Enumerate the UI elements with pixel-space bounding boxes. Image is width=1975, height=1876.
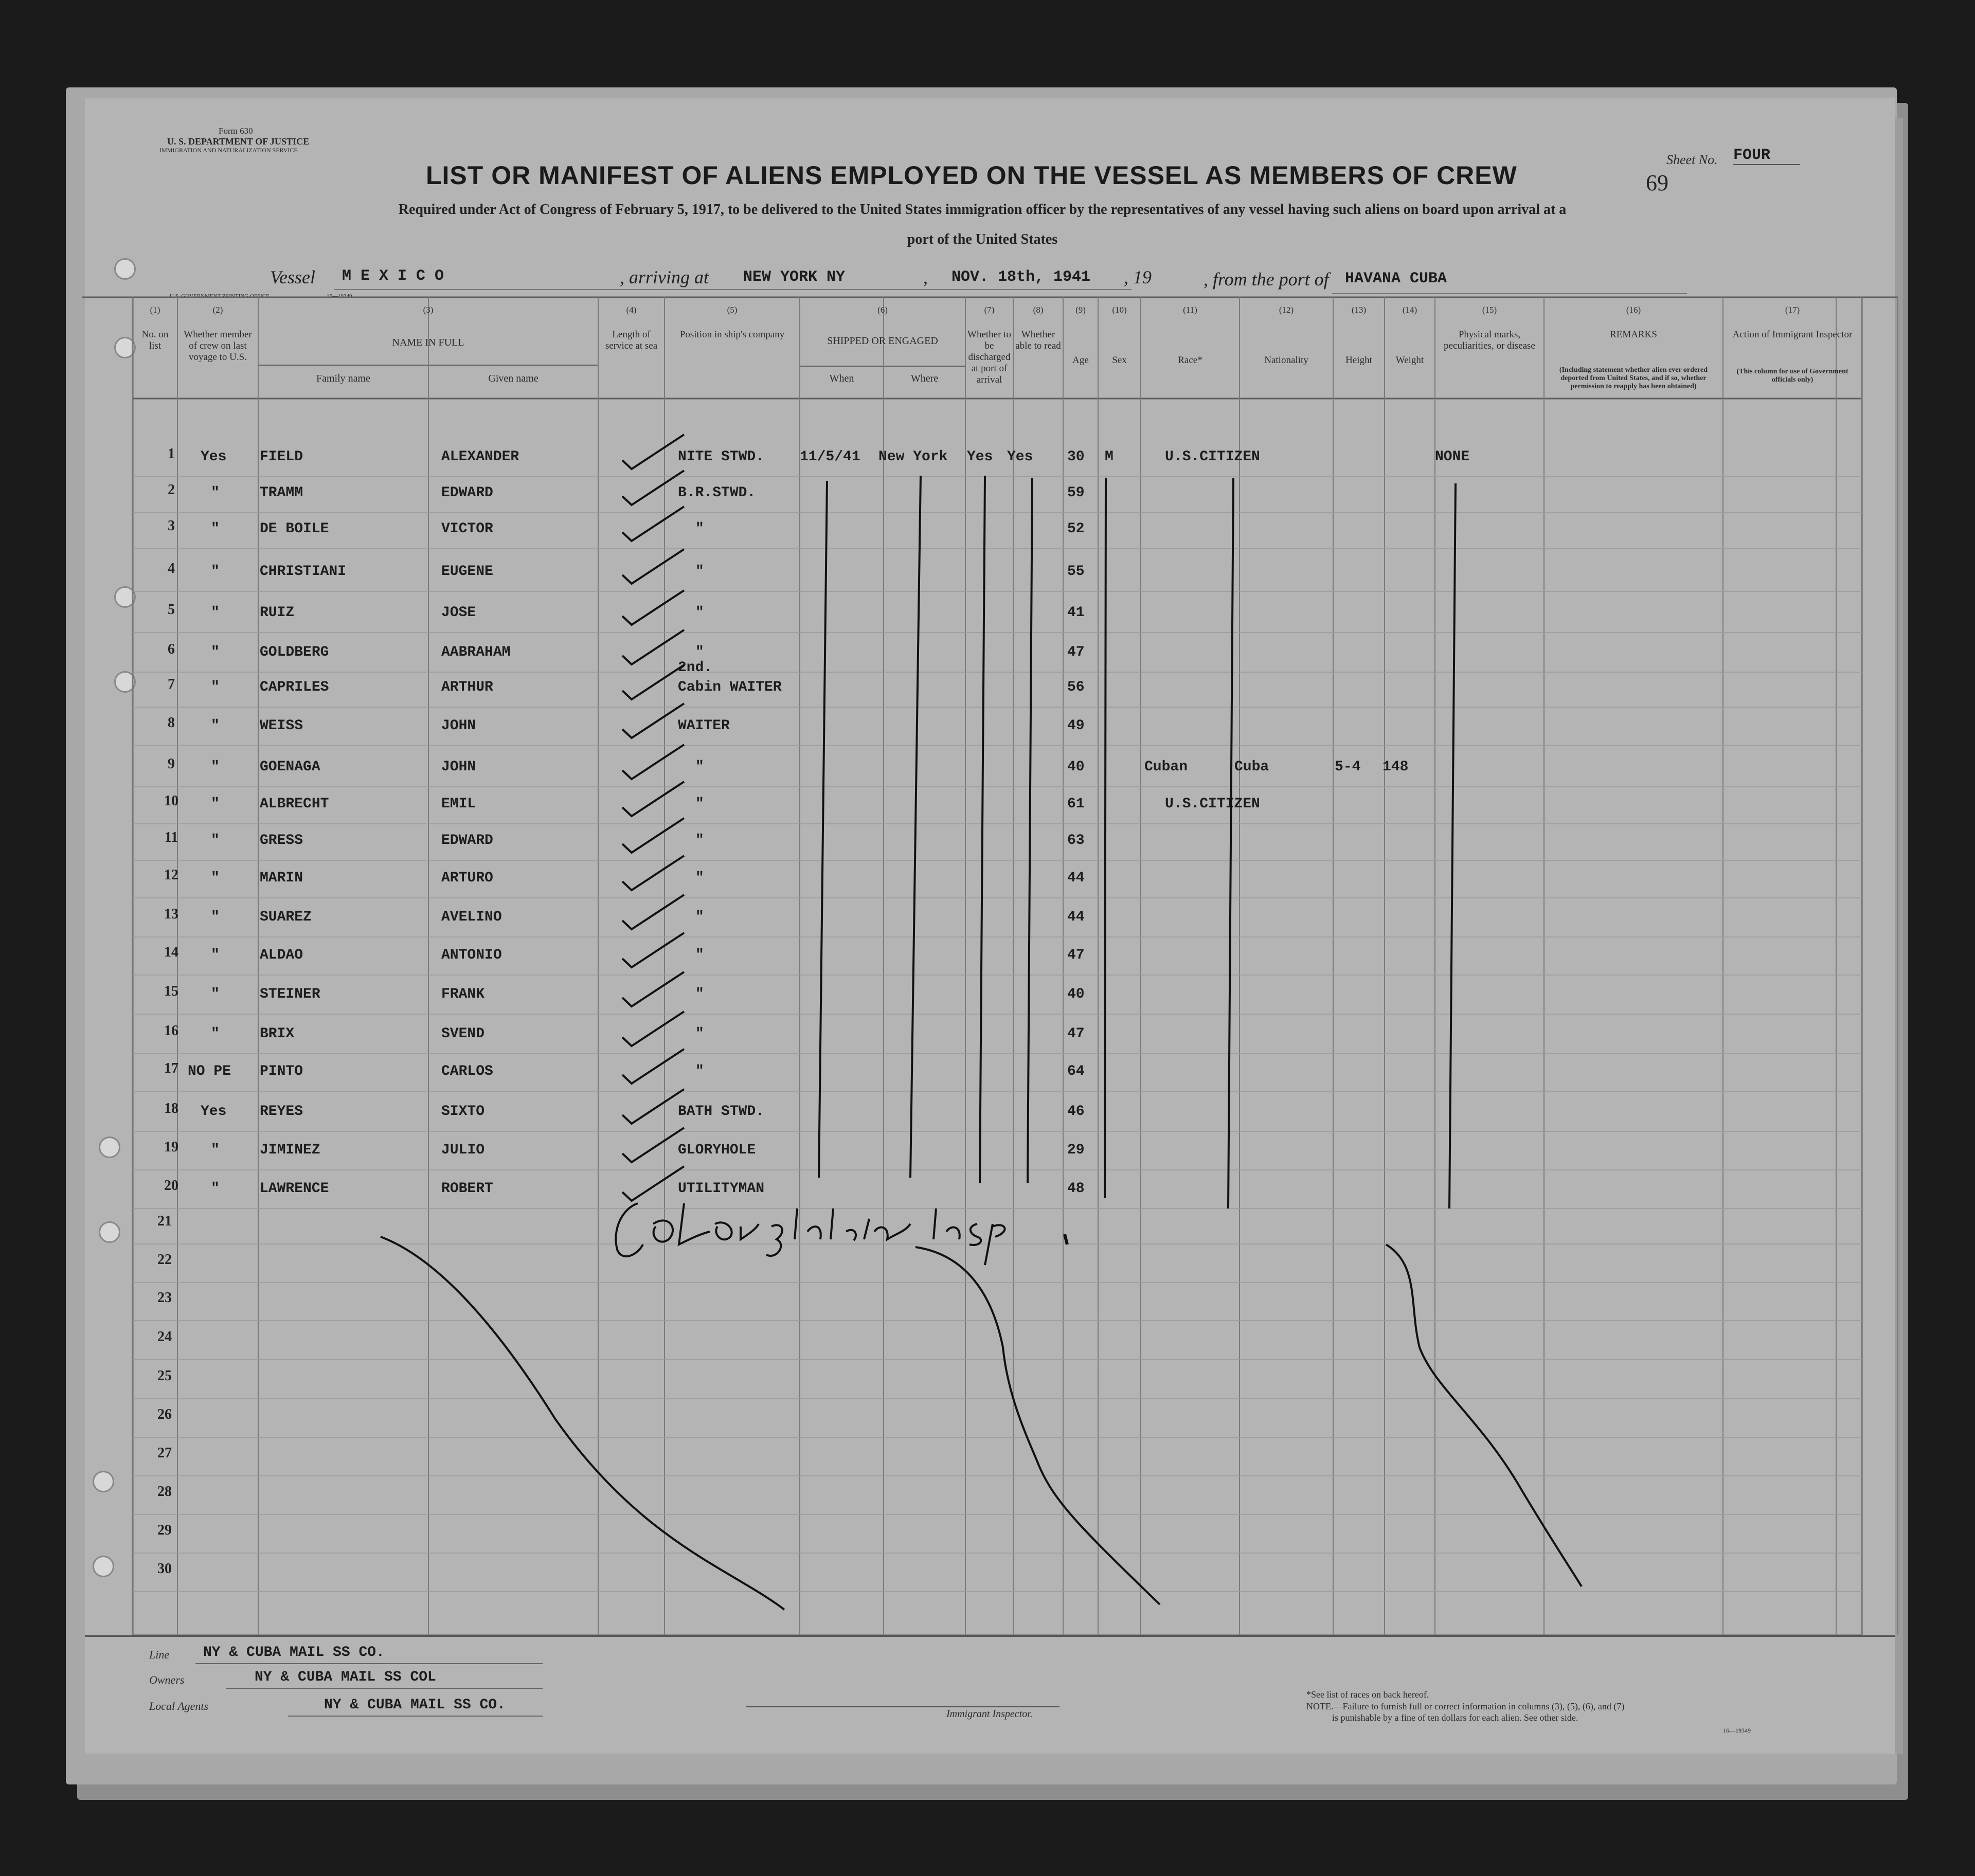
column-header-c14: Weight	[1395, 355, 1424, 366]
service-check-mark	[622, 818, 684, 853]
subtitle: Required under Act of Congress of February 5, 1917, to be delivered to the United States immigration officer by the representatives of any vessel having such aliens on board upon arrival at a	[398, 202, 1567, 218]
line-label: Line	[149, 1648, 170, 1661]
service-check-mark	[622, 856, 684, 890]
date-separator: ,	[923, 267, 928, 287]
crew-last-voyage: "	[211, 759, 220, 775]
column-header-c3: NAME IN FULL	[392, 337, 464, 348]
position: "	[695, 521, 704, 537]
row-number: 25	[157, 1368, 172, 1384]
crew-last-voyage: Yes	[201, 449, 227, 465]
crew-last-voyage: "	[211, 1142, 220, 1158]
given-name: AVELINO	[441, 909, 502, 925]
service-check-mark	[622, 704, 684, 738]
print-code: 16—19349	[327, 293, 352, 299]
position: "	[695, 796, 704, 812]
column-number: (13)	[1351, 305, 1367, 315]
form-title: LIST OR MANIFEST OF ALIENS EMPLOYED ON THE VESSEL AS MEMBERS OF CREW	[426, 161, 1517, 190]
family-name: STEINER	[260, 986, 320, 1002]
age: 30	[1067, 449, 1085, 465]
crew-last-voyage: "	[211, 521, 220, 537]
column-header-c6: SHIPPED OR ENGAGED	[827, 335, 938, 347]
family-name: GRESS	[260, 833, 303, 849]
position: "	[695, 759, 704, 775]
agents-value: NY & CUBA MAIL SS CO.	[324, 1697, 506, 1713]
row-number: 2	[168, 482, 175, 498]
row-number: 11	[164, 829, 178, 845]
family-name: ALBRECHT	[260, 796, 329, 812]
sheet-label: Sheet No.	[1666, 152, 1718, 167]
column-header-c11: Race*	[1178, 355, 1202, 366]
service-check-mark	[622, 895, 684, 929]
given-name: ROBERT	[441, 1181, 493, 1197]
given-name: FRANK	[441, 986, 485, 1002]
given-name: JULIO	[441, 1142, 485, 1158]
crew-last-voyage: NO PE	[188, 1063, 231, 1079]
service-check-mark	[622, 1128, 684, 1162]
row-number: 23	[157, 1290, 172, 1306]
arriving-label: , arriving at	[620, 267, 709, 287]
family-name: DE BOILE	[260, 521, 329, 537]
arriving-port: NEW YORK NY	[743, 268, 846, 286]
crew-last-voyage: "	[211, 833, 220, 849]
family-name: REYES	[260, 1104, 303, 1120]
row-number: 17	[164, 1060, 178, 1076]
age: 40	[1067, 986, 1085, 1002]
shipped-when: 11/5/41	[800, 449, 860, 465]
row-number: 7	[168, 676, 175, 692]
crew-last-voyage: "	[211, 644, 220, 660]
vessel-name: M E X I C O	[342, 267, 444, 285]
agents-rule	[288, 1716, 543, 1717]
age: 63	[1067, 833, 1085, 849]
column-number: (17)	[1785, 305, 1800, 315]
column-header-c1: No. on list	[141, 329, 169, 351]
column-number: (7)	[984, 305, 995, 315]
column-number: (15)	[1482, 305, 1497, 315]
crew-last-voyage: "	[211, 679, 220, 695]
column-number: (3)	[423, 305, 434, 315]
column-note-c16_note: (Including statement whether alien ever ordered deported from United States, and if so, whether permission to reapply has been obtained)	[1559, 366, 1708, 390]
row-number: 24	[157, 1329, 172, 1345]
owners-value: NY & CUBA MAIL SS COL	[255, 1669, 436, 1685]
row-number: 1	[168, 446, 175, 462]
age: 44	[1067, 909, 1085, 925]
crew-last-voyage: "	[211, 870, 220, 886]
position: GLORYHOLE	[678, 1142, 756, 1158]
subtitle-2: port of the United States	[907, 231, 1058, 247]
given-name: JOHN	[441, 718, 476, 734]
service-check-mark	[622, 972, 684, 1006]
given-name: JOSE	[441, 605, 476, 621]
given-name: ARTURO	[441, 870, 493, 886]
column-header-c3a: Family name	[316, 373, 370, 384]
age: 41	[1067, 605, 1085, 621]
nationality: U.S.CITIZEN	[1165, 796, 1260, 812]
given-name: ALEXANDER	[441, 449, 519, 465]
age: 29	[1067, 1142, 1085, 1158]
age: 47	[1067, 1026, 1085, 1042]
service-check-mark	[622, 933, 684, 967]
family-name: MARIN	[260, 870, 303, 886]
column-header-c3b: Given name	[488, 373, 538, 384]
column-number: (9)	[1075, 305, 1086, 315]
row-number: 26	[157, 1406, 172, 1422]
family-name: PINTO	[260, 1063, 303, 1079]
service-check-mark	[622, 549, 684, 584]
position: "	[695, 986, 704, 1002]
service-check-mark	[622, 745, 684, 779]
row-number: 29	[157, 1522, 172, 1538]
age: 52	[1067, 521, 1085, 537]
service-check-mark	[622, 1012, 684, 1046]
column-number: (12)	[1279, 305, 1294, 315]
cancel-strokes	[381, 1237, 1582, 1610]
column-number: (6)	[877, 305, 888, 315]
column-number: (5)	[727, 305, 738, 315]
sex: M	[1105, 449, 1114, 465]
age: 44	[1067, 870, 1085, 886]
column-number: (2)	[212, 305, 223, 315]
given-name: JOHN	[441, 759, 476, 775]
column-header-c7: Whether to be discharged at port of arrival	[967, 329, 1011, 385]
row-number: 21	[157, 1213, 172, 1229]
given-name: SIXTO	[441, 1104, 485, 1120]
crew-last-voyage: "	[211, 796, 220, 812]
row-number: 15	[164, 983, 178, 999]
height: 5-4	[1335, 759, 1361, 775]
column-note-c17_note: (This column for use of Government officials only)	[1736, 368, 1848, 384]
column-header-c13: Height	[1345, 355, 1372, 366]
ditto-lines	[819, 476, 1456, 1208]
position: Cabin WAITER	[678, 679, 782, 695]
physical-marks: NONE	[1435, 449, 1470, 465]
given-name: EDWARD	[441, 833, 493, 849]
inspector-signature	[616, 1203, 1004, 1265]
position-prefix: 2nd.	[678, 660, 713, 676]
crew-last-voyage: "	[211, 718, 220, 734]
column-header-c10: Sex	[1112, 355, 1127, 366]
row-number: 30	[157, 1561, 172, 1577]
family-name: FIELD	[260, 449, 303, 465]
discharged: Yes	[967, 449, 993, 465]
position: "	[695, 870, 704, 886]
column-number: (8)	[1033, 305, 1044, 315]
footer-code: 16—19349	[1723, 1727, 1751, 1734]
column-header-c6b: Where	[910, 373, 939, 384]
position: "	[695, 564, 704, 580]
column-header-c15: Physical marks, peculiarities, or disease	[1444, 329, 1535, 351]
column-number: (14)	[1402, 305, 1417, 315]
shipped-where: New York	[878, 449, 948, 465]
service-check-mark	[622, 1089, 684, 1124]
family-name: GOENAGA	[260, 759, 320, 775]
position: BATH STWD.	[678, 1104, 765, 1120]
column-header-c6a: When	[829, 373, 854, 384]
from-label: , from the port of	[1204, 269, 1329, 290]
column-header-c5: Position in ship's company	[679, 329, 785, 340]
arrival-date: NOV. 18th, 1941	[951, 268, 1091, 286]
age: 48	[1067, 1181, 1085, 1197]
position: WAITER	[678, 718, 730, 734]
service-check-mark	[622, 590, 684, 625]
service-check-mark	[622, 1049, 684, 1084]
crew-last-voyage: "	[211, 1181, 220, 1197]
family-name: LAWRENCE	[260, 1181, 329, 1197]
crew-last-voyage: "	[211, 485, 220, 501]
age: 46	[1067, 1104, 1085, 1120]
column-number: (10)	[1112, 305, 1127, 315]
given-name: ANTONIO	[441, 947, 502, 963]
able-to-read: Yes	[1007, 449, 1033, 465]
row-number: 18	[164, 1101, 178, 1116]
position: "	[695, 833, 704, 849]
penalty-note-2: is punishable by a fine of ten dollars for each alien. See other side.	[1332, 1712, 1578, 1723]
sheet-number: FOUR	[1733, 147, 1800, 165]
nationality: U.S.CITIZEN	[1165, 449, 1260, 465]
position: NITE STWD.	[678, 449, 765, 465]
owners-rule	[226, 1688, 543, 1689]
inspector-rule	[746, 1706, 1060, 1707]
vessel-label: Vessel	[270, 267, 315, 287]
service-check-mark	[622, 507, 684, 541]
row-number: 20	[164, 1178, 178, 1194]
row-number: 8	[168, 715, 175, 731]
service-check-mark	[622, 782, 684, 816]
row-number: 16	[164, 1023, 178, 1039]
age: 47	[1067, 644, 1085, 660]
service-check-mark	[622, 630, 684, 664]
column-number: (1)	[150, 305, 160, 315]
row-number: 5	[168, 602, 175, 618]
age: 55	[1067, 564, 1085, 580]
given-name: EMIL	[441, 796, 476, 812]
nationality: Cuba	[1234, 759, 1269, 775]
owners-label: Owners	[149, 1673, 185, 1686]
row-number: 28	[157, 1484, 172, 1500]
service-check-mark	[622, 435, 684, 469]
penalty-note: NOTE.—Failure to furnish full or correct information in columns (3), (5), (6), and (7)	[1306, 1701, 1625, 1711]
crew-last-voyage: Yes	[201, 1104, 227, 1120]
family-name: WEISS	[260, 718, 303, 734]
row-number: 4	[168, 561, 175, 576]
column-header-c17: Action of Immigrant Inspector	[1732, 329, 1853, 340]
from-port: HAVANA CUBA	[1345, 270, 1447, 287]
row-number: 22	[157, 1252, 172, 1268]
races-note: *See list of races on back hereof.	[1306, 1689, 1429, 1700]
family-name: ALDAO	[260, 947, 303, 963]
age: 59	[1067, 485, 1085, 501]
crew-last-voyage: "	[211, 909, 220, 925]
column-number: (4)	[626, 305, 637, 315]
weight: 148	[1382, 759, 1409, 775]
form-number: Form 630	[219, 126, 253, 136]
row-number: 6	[168, 641, 175, 657]
given-name: ARTHUR	[441, 679, 493, 695]
printing-office: U.S. GOVERNMENT PRINTING OFFICE	[170, 293, 270, 299]
column-header-c16: REMARKS	[1610, 329, 1657, 340]
position: "	[695, 1026, 704, 1042]
position: "	[695, 909, 704, 925]
column-number: (11)	[1183, 305, 1197, 315]
position: "	[695, 644, 704, 660]
family-name: CAPRILES	[260, 679, 329, 695]
family-name: JIMINEZ	[260, 1142, 320, 1158]
row-number: 10	[164, 793, 178, 809]
family-name: RUIZ	[260, 605, 295, 621]
age: 47	[1067, 947, 1085, 963]
crew-last-voyage: "	[211, 947, 220, 963]
age: 56	[1067, 679, 1085, 695]
column-header-c9: Age	[1072, 355, 1089, 366]
position: "	[695, 947, 704, 963]
family-name: TRAMM	[260, 485, 303, 501]
inspector-label: Immigrant Inspector.	[946, 1708, 1033, 1720]
service: IMMIGRATION AND NATURALIZATION SERVICE	[159, 147, 298, 154]
row-number: 27	[157, 1445, 172, 1461]
column-header-c2: Whether member of crew on last voyage to U.S.	[184, 329, 252, 363]
age: 49	[1067, 718, 1085, 734]
family-name: SUAREZ	[260, 909, 312, 925]
year-label: , 19	[1124, 267, 1152, 287]
column-header-c8: Whether able to read	[1015, 329, 1061, 351]
row-number: 12	[164, 867, 178, 883]
crew-last-voyage: "	[211, 986, 220, 1002]
age: 64	[1067, 1063, 1085, 1079]
row-number: 14	[164, 944, 178, 960]
position: B.R.STWD.	[678, 485, 756, 501]
row-number: 19	[164, 1139, 178, 1155]
position: UTILITYMAN	[678, 1181, 765, 1197]
column-header-c4: Length of service at sea	[605, 329, 658, 351]
family-name: CHRISTIANI	[260, 564, 347, 580]
line-rule	[195, 1663, 543, 1664]
line-value: NY & CUBA MAIL SS CO.	[203, 1645, 385, 1661]
column-header-c12: Nationality	[1264, 355, 1308, 366]
service-check-mark	[622, 665, 684, 699]
crew-last-voyage: "	[211, 1026, 220, 1042]
row-number: 3	[168, 518, 175, 534]
given-name: VICTOR	[441, 521, 493, 537]
position: "	[695, 1063, 704, 1079]
given-name: EUGENE	[441, 564, 493, 580]
row-number: 9	[168, 756, 175, 772]
crew-last-voyage: "	[211, 605, 220, 621]
row-number: 13	[164, 906, 178, 922]
race: Cuban	[1144, 759, 1188, 775]
given-name: CARLOS	[441, 1063, 493, 1079]
agents-label: Local Agents	[149, 1700, 209, 1712]
given-name: AABRAHAM	[441, 644, 511, 660]
service-check-mark	[622, 471, 684, 505]
given-name: SVEND	[441, 1026, 485, 1042]
family-name: BRIX	[260, 1026, 295, 1042]
column-number: (16)	[1626, 305, 1641, 315]
department: U. S. DEPARTMENT OF JUSTICE	[167, 136, 310, 147]
family-name: GOLDBERG	[260, 644, 329, 660]
crew-last-voyage: "	[211, 564, 220, 580]
age: 40	[1067, 759, 1085, 775]
given-name: EDWARD	[441, 485, 493, 501]
service-check-mark	[622, 1166, 684, 1201]
page-number: 69	[1646, 170, 1668, 195]
age: 61	[1067, 796, 1085, 812]
footer-rule	[85, 1635, 1895, 1637]
position: "	[695, 605, 704, 621]
